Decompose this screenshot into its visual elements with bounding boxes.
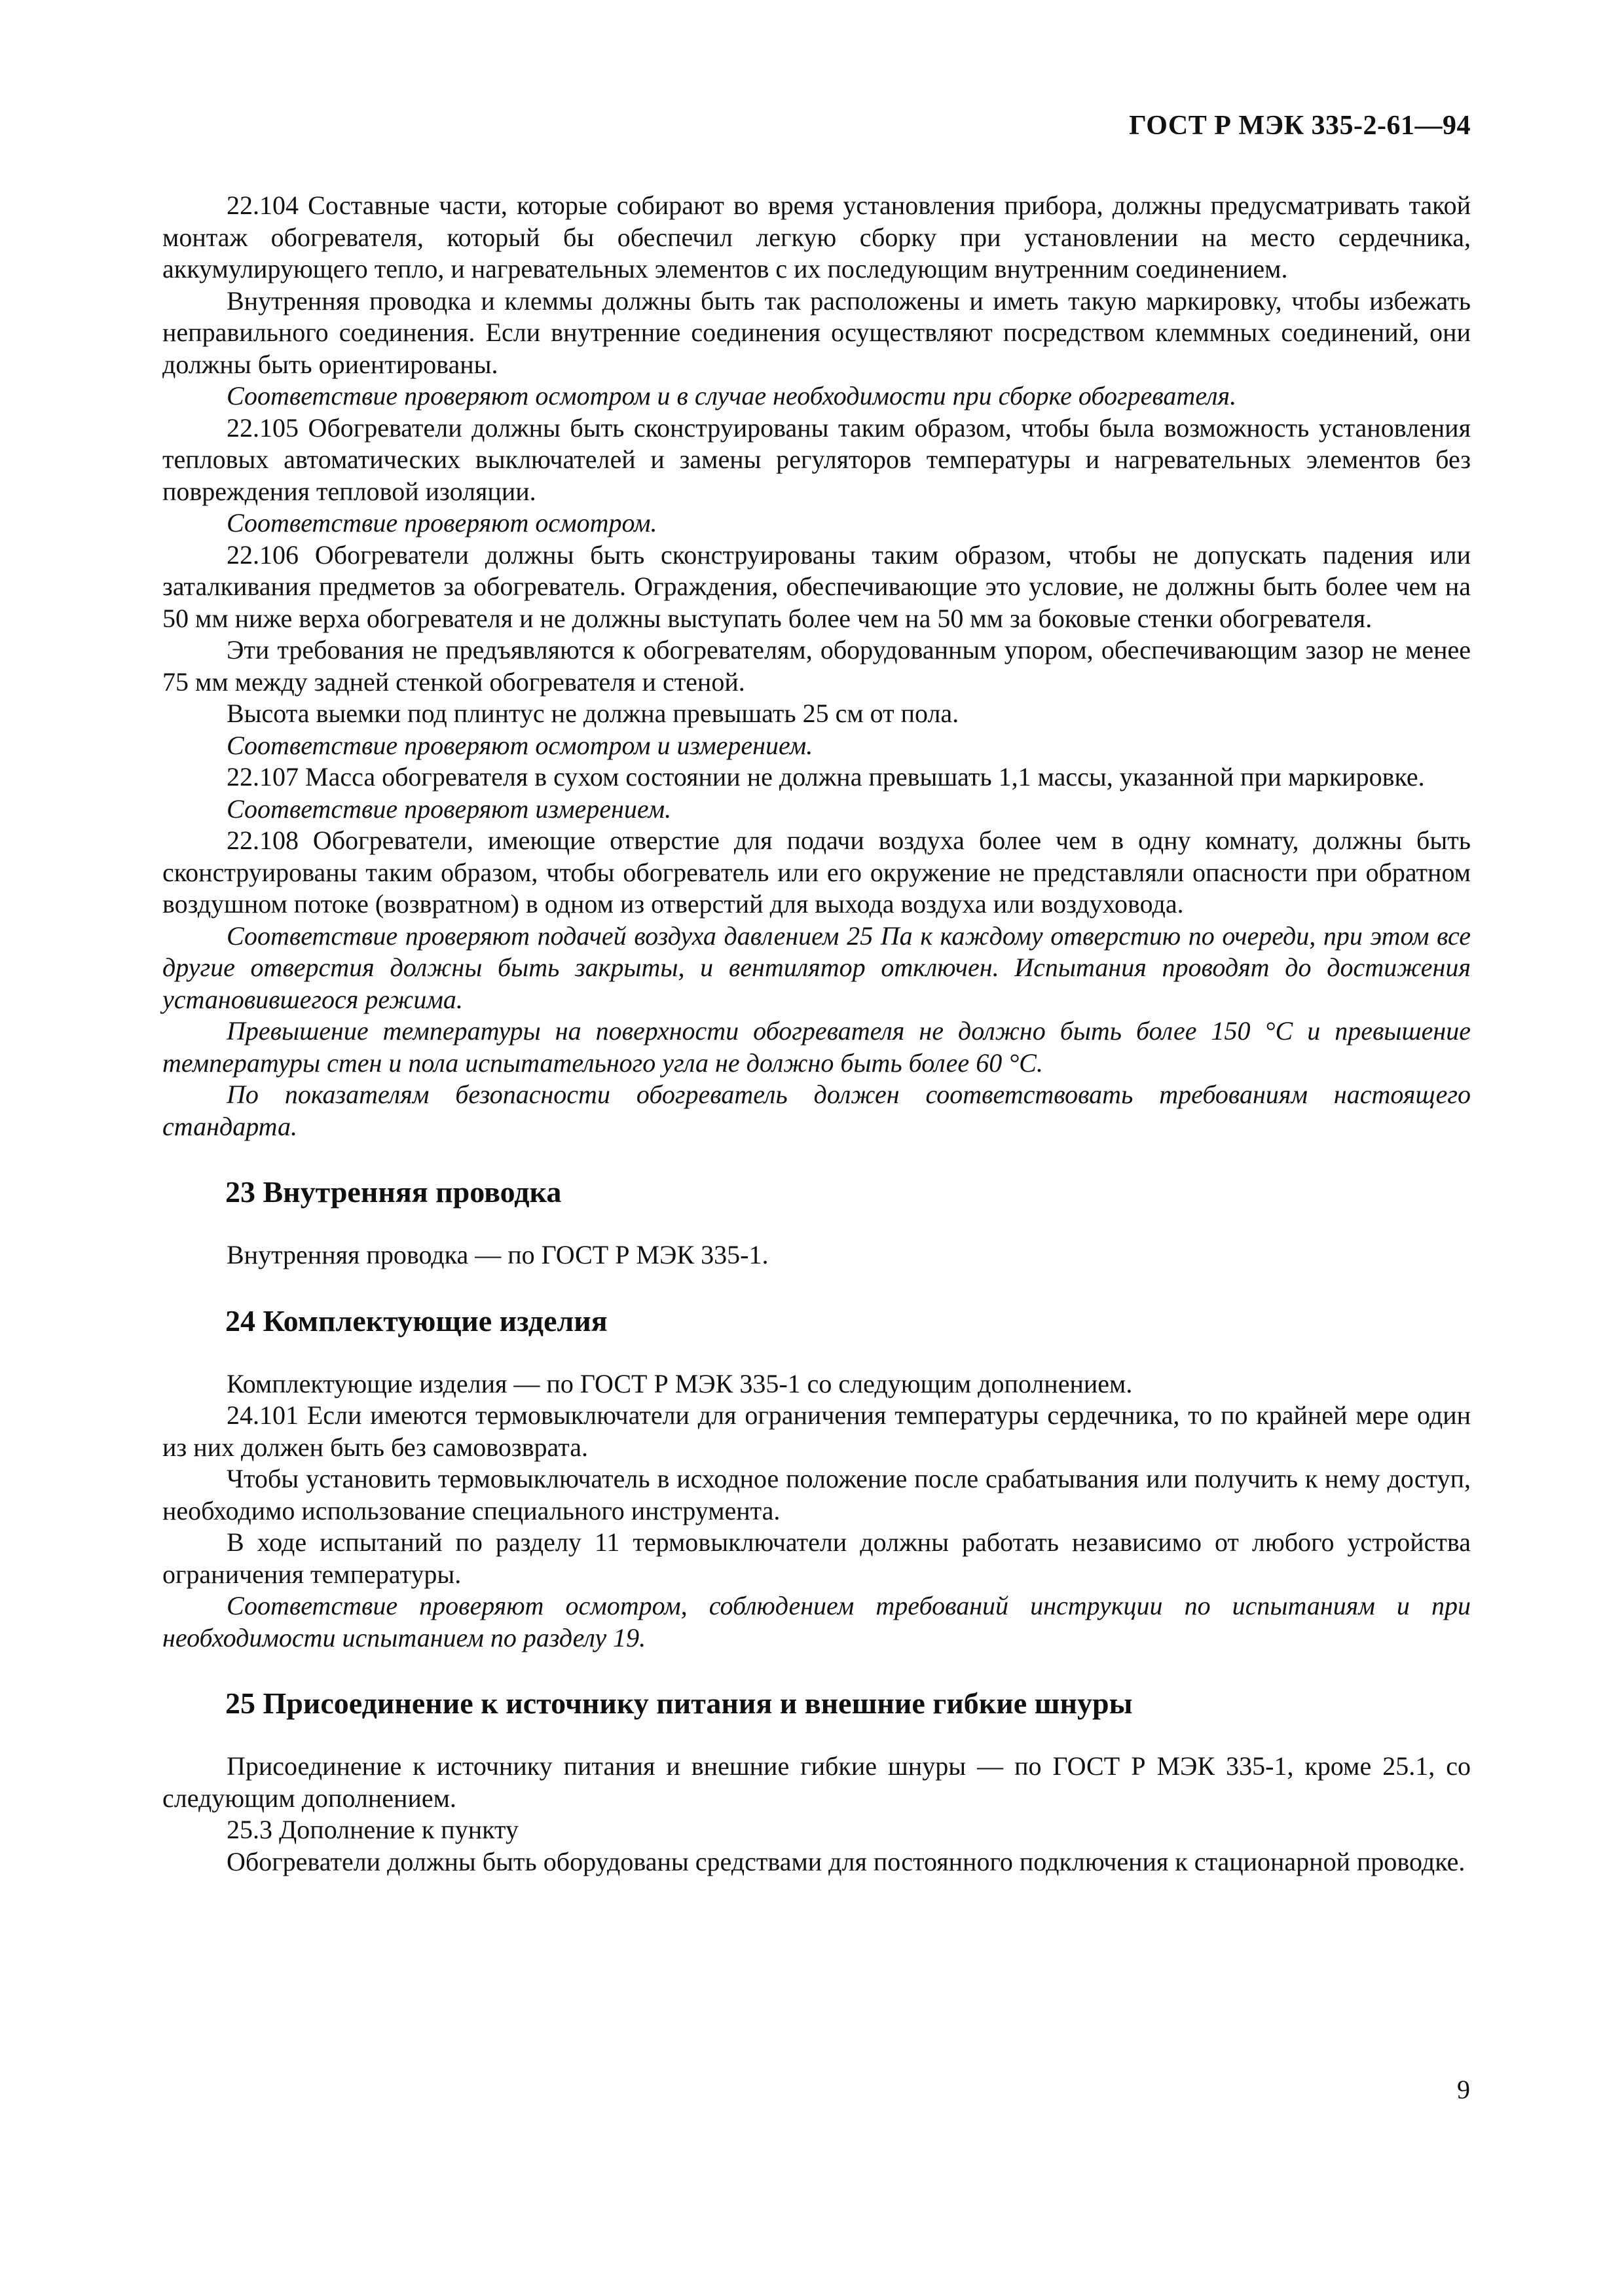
paragraph: Внутренняя проводка и клеммы должны быть так расположены и иметь такую маркировку, чтобы избежать неправильного соединения. Если внутренние соединения осуществляют посредством клеммных соединений, они должны быть ориентированы.: [162, 285, 1471, 379]
paragraph: Высота выемки под плинтус не должна превышать 25 см от пола.: [227, 699, 959, 728]
italic-paragraph: Превышение температуры на поверхности обогревателя не должно быть более 150 °С и превышение температуры стен и пола испытательного угла не должно быть более 60 °С.: [162, 1016, 1471, 1078]
paragraph: 22.105 Обогреватели должны быть сконструированы таким образом, чтобы была возможность установления тепловых автоматических выключателей и замены регуляторов температуры и нагревательных элементов без повреждения тепловой изоляции.: [162, 412, 1471, 506]
paragraph: 24.101 Если имеются термовыключатели для ограничения температуры сердечника, то по крайней мере один из них должен быть без самовозврата.: [162, 1400, 1471, 1462]
section-heading-25: 25 Присоединение к источнику питания и внешние гибкие шнуры: [225, 1686, 1133, 1720]
italic-paragraph: Соответствие проверяют осмотром.: [227, 508, 657, 538]
document-header: ГОСТ Р МЭК 335-2-61—94: [1129, 111, 1471, 141]
italic-paragraph: Соответствие проверяют осмотром и измерением.: [227, 730, 813, 760]
paragraph: В ходе испытаний по разделу 11 термовыключатели должны работать независимо от любого устройства ограничения температуры.: [162, 1527, 1471, 1589]
paragraph: Присоединение к источнику питания и внешние гибкие шнуры — по ГОСТ Р МЭК 335-1, кроме 25.1, со следующим дополнением.: [162, 1751, 1471, 1813]
paragraph: 25.3 Дополнение к пункту: [227, 1815, 519, 1844]
paragraph: Эти требования не предъявляются к обогревателям, оборудованным упором, обеспечивающим зазор не менее 75 мм между задней стенкой обогревателя и стеной.: [162, 635, 1471, 697]
paragraph: 22.106 Обогреватели должны быть сконструированы таким образом, чтобы не допускать падения или заталкивания предметов за обогреватель. Ограждения, обеспечивающие это условие, не должны быть более чем на 50 мм ниже верха обогревателя и не должны выступать более чем на 50 мм за боковые стенки обогревателя.: [162, 539, 1471, 633]
paragraph: Внутренняя проводка — по ГОСТ Р МЭК 335-1.: [227, 1240, 769, 1269]
italic-paragraph: Соответствие проверяют осмотром и в случае необходимости при сборке обогревателя.: [227, 381, 1237, 410]
paragraph: Комплектующие изделия — по ГОСТ Р МЭК 335-1 со следующим дополнением.: [227, 1368, 1133, 1398]
page-number: 9: [1457, 2075, 1470, 2104]
paragraph: Чтобы установить термовыключатель в исходное положение после срабатывания или получить к нему доступ, необходимо использование специального инструмента.: [162, 1464, 1471, 1525]
document-body: [162, 190, 1471, 1878]
paragraph: 22.104 Составные части, которые собирают во время установления прибора, должны предусматривать такой монтаж обогревателя, который бы обеспечил легкую сборку при установлении на место сердечника, аккумулирующего тепло, и нагревательных элементов с их последующим внутренним соединением.: [162, 191, 1471, 283]
italic-paragraph: Соответствие проверяют осмотром, соблюдением требований инструкции по испытаниям и при необходимости испытанием по разделу 19.: [162, 1591, 1471, 1652]
italic-paragraph: Соответствие проверяют подачей воздуха давлением 25 Па к каждому отверстию по очереди, при этом все другие отверстия должны быть закрыты, и вентилятор отключен. Испытания проводят до достижения установившегося режима.: [162, 920, 1471, 1014]
section-heading-23: 23 Внутренняя проводка: [225, 1175, 562, 1209]
paragraph: 22.107 Масса обогревателя в сухом состоянии не должна превышать 1,1 массы, указанной при маркировке.: [227, 762, 1425, 792]
paragraph: 22.108 Обогреватели, имеющие отверстие для подачи воздуха более чем в одну комнату, должны быть сконструированы таким образом, чтобы обогреватель или его окружение не представляли опасности при обратном воздушном потоке (возвратном) в одном из отверстий для выхода воздуха или воздуховода.: [162, 826, 1471, 919]
italic-paragraph: Соответствие проверяют измерением.: [227, 793, 672, 824]
paragraph: Обогреватели должны быть оборудованы средствами для постоянного подключения к стационарной проводке.: [227, 1846, 1465, 1876]
section-heading-24: 24 Комплектующие изделия: [225, 1303, 608, 1338]
italic-paragraph: По показателям безопасности обогреватель должен соответствовать требованиям настоящего стандарта.: [162, 1080, 1471, 1141]
